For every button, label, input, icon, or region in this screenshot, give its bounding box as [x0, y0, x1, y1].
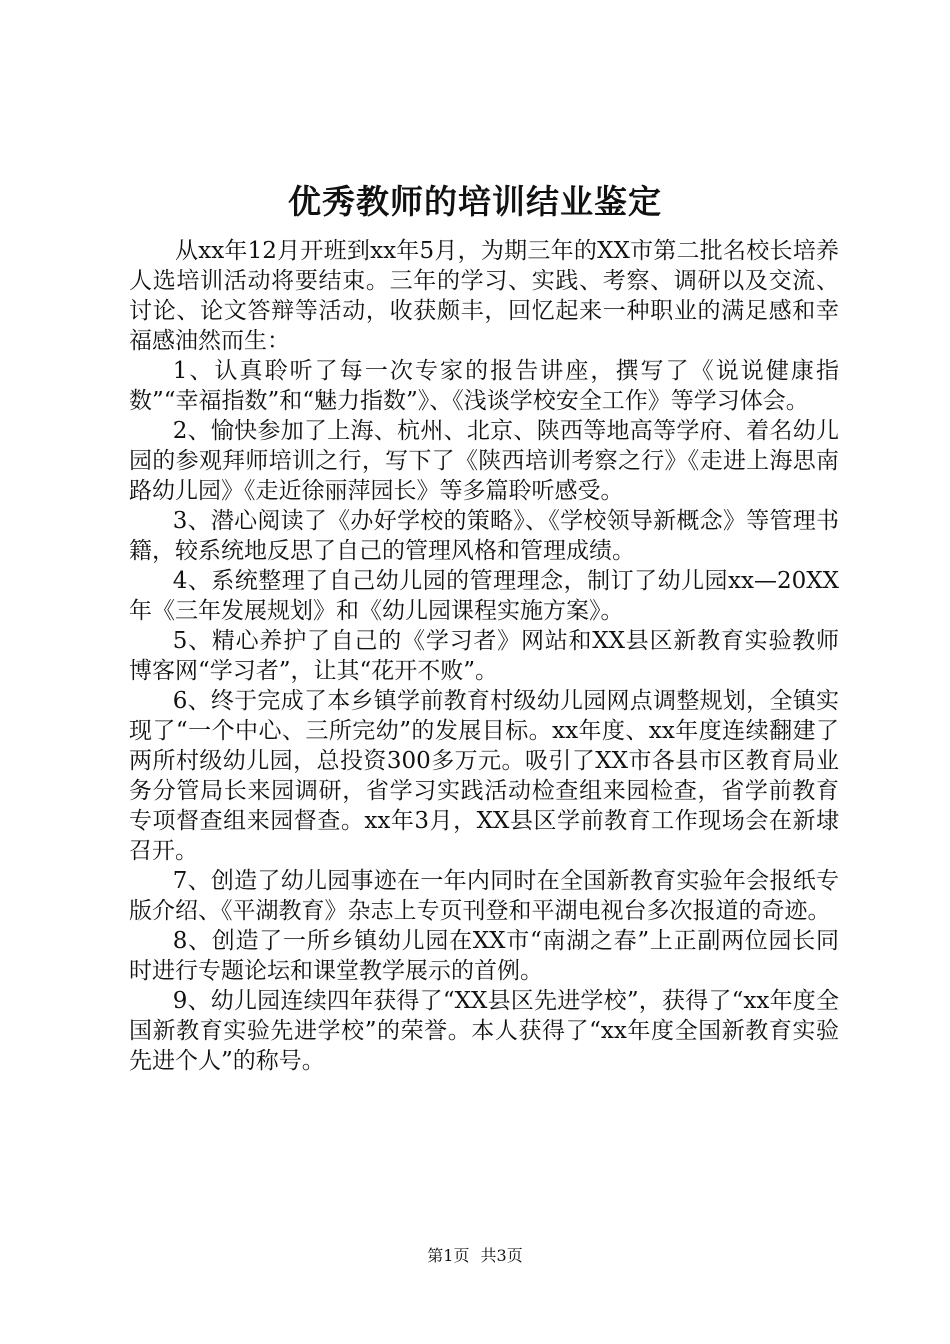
page-footer: [0, 1245, 950, 1267]
list-item-7: 7、创造了幼儿园事迹在一年内同时在全国新教育实验年会报纸专版介绍、《平湖教育》杂志上专页刊登和平湖电视台多次报道的奇迹。: [129, 868, 839, 924]
list-item-6: 6、终于完成了本乡镇学前教育村级幼儿园网点调整规划，全镇实现了“一个中心、三所完幼”的发展目标。xx年度、xx年度连续翻建了两所村级幼儿园，总投资300多万元。吸引了XX市各县市区教育局业务分管局长来园调研，省学习实践活动检查组来园检查，省学前教育专项督查组来园督查。xx年3月，XX县区学前教育工作现场会在新埭召开。: [129, 688, 839, 864]
list-item-5: 5、精心养护了自己的《学习者》网站和XX县区新教育实验教师博客网“学习者”，让其“花开不败”。: [129, 628, 839, 684]
page-total: 共3页: [480, 1246, 523, 1265]
list-item-1: 1、认真聆听了每一次专家的报告讲座，撰写了《说说健康指数”“幸福指数”和“魅力指数”》、《浅谈学校安全工作》等学习体会。: [129, 358, 839, 414]
list-item-8: 8、创造了一所乡镇幼儿园在XX市“南湖之春”上正副两位园长同时进行专题论坛和课堂教学展示的首例。: [129, 928, 839, 984]
list-item-9: 9、幼儿园连续四年获得了“XX县区先进学校”，获得了“xx年度全国新教育实验先进学校”的荣誉。本人获得了“xx年度全国新教育实验先进个人”的称号。: [129, 988, 839, 1074]
intro-paragraph: 从xx年12月开班到xx年5月，为期三年的XX市第二批名校长培养人选培训活动将要结束。三年的学习、实践、考察、调研以及交流、讨论、论文答辩等活动，收获颇丰，回忆起来一种职业的满足感和幸福感油然而生：: [129, 238, 839, 354]
list-item-2: 2、愉快参加了上海、杭州、北京、陕西等地高等学府、着名幼儿园的参观拜师培训之行，写下了《陕西培训考察之行》《走进上海思南路幼儿园》《走近徐丽萍园长》等多篇聆听感受。: [129, 418, 839, 504]
document-body: [129, 236, 839, 1076]
list-item-4: 4、系统整理了自己幼儿园的管理理念，制订了幼儿园xx—20XX年《三年发展规划》和《幼儿园课程实施方案》。: [129, 568, 839, 624]
document-title: 优秀教师的培训结业鉴定: [288, 182, 662, 221]
page-number: 第1页: [427, 1246, 470, 1265]
list-item-3: 3、潜心阅读了《办好学校的策略》、《学校领导新概念》等管理书籍，较系统地反思了自己的管理风格和管理成绩。: [129, 508, 839, 564]
